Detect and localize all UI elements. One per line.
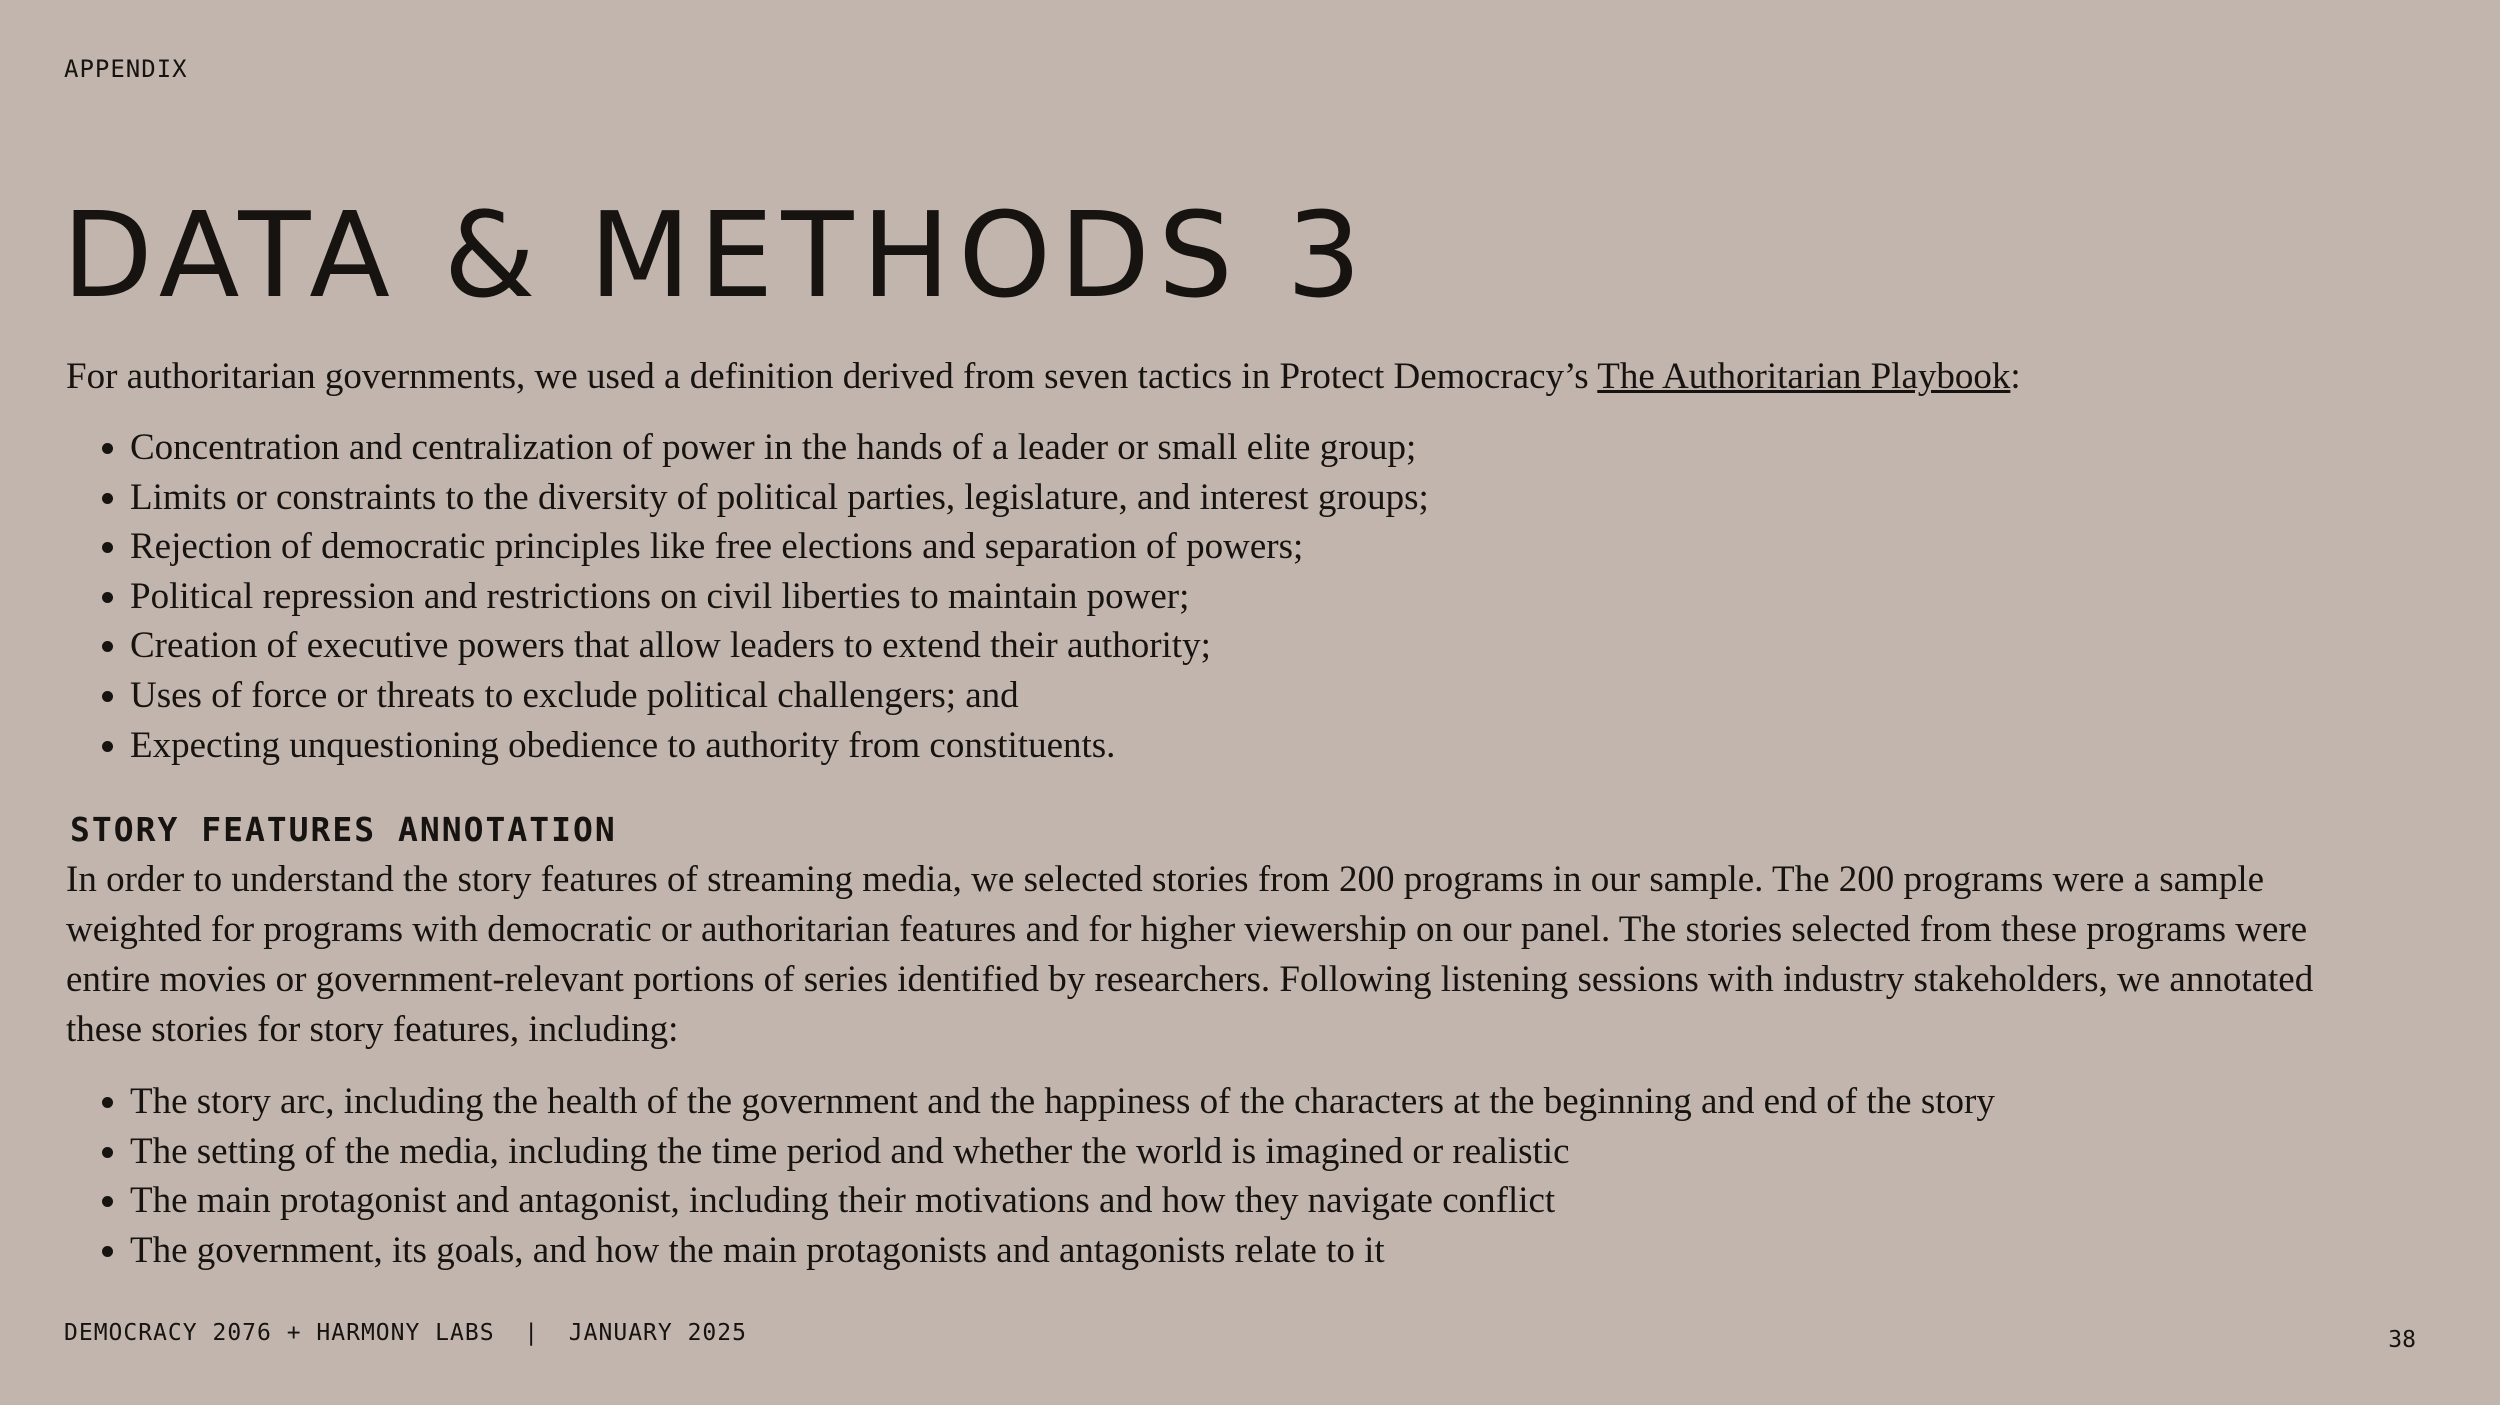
list-item: • The main protagonist and antagonist, including their motivations and how they navigate conflict (130, 1176, 2430, 1226)
list-item: • Expecting unquestioning obedience to authority from constituents. (130, 721, 2430, 771)
story-features-heading: STORY FEATURES ANNOTATION (70, 810, 617, 849)
list-item: • Limits or constraints to the diversity of political parties, legislature, and interest groups; (130, 473, 2430, 523)
footer-credit: DEMOCRACY 2076 + HARMONY LABS | JANUARY 2025 (64, 1320, 747, 1346)
list-item: • Concentration and centralization of power in the hands of a leader or small elite group; (130, 423, 2430, 473)
intro-text: For authoritarian governments, we used a definition derived from seven tactics in Protect Democracy’s (66, 356, 1598, 397)
tactics-list (66, 423, 2430, 770)
list-item: • The government, its goals, and how the main protagonists and antagonists relate to it (130, 1226, 2430, 1276)
list-item: • Uses of force or threats to exclude political challengers; and (130, 671, 2430, 721)
section-label: APPENDIX (64, 55, 188, 83)
list-item: • Creation of executive powers that allow leaders to extend their authority; (130, 621, 2430, 671)
list-item: • The setting of the media, including the time period and whether the world is imagined or realistic (130, 1127, 2430, 1177)
list-item: • The story arc, including the health of the government and the happiness of the characters at the beginning and end of the story (130, 1077, 2430, 1127)
intro-colon: : (2010, 356, 2021, 397)
list-item: • Rejection of democratic principles like free elections and separation of powers; (130, 522, 2430, 572)
annotation-paragraph: In order to understand the story features of streaming media, we selected stories from 200 programs in our sample. The 200 programs were a sample weighted for programs with democratic or authoritarian features and for higher viewership on our panel. The stories selected from these programs were entire movies or government-relevant portions of series identified by researchers. Following listening sessions with industry stakeholders, we annotated these stories for story features, including: (66, 859, 2314, 1050)
page-title: DATA & METHODS 3 (62, 186, 1370, 324)
authoritarian-playbook-link[interactable]: The Authoritarian Playbook (1597, 356, 2011, 397)
intro-paragraph (66, 352, 2366, 402)
page-number: 38 (2388, 1327, 2416, 1353)
features-list (66, 1077, 2430, 1275)
list-item: • Political repression and restrictions on civil liberties to maintain power; (130, 572, 2430, 622)
